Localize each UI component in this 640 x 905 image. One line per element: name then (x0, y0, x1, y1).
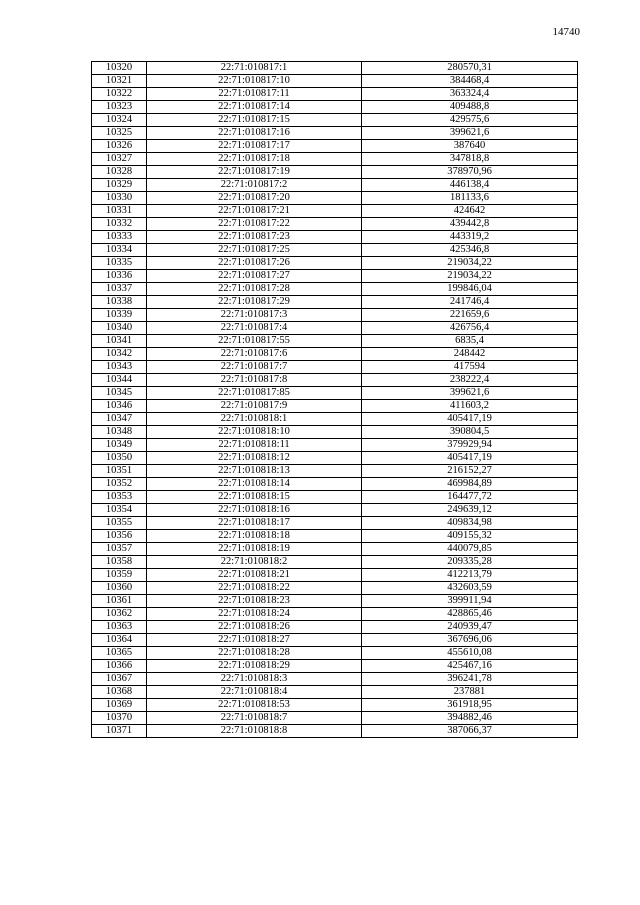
table-row (92, 101, 578, 114)
page-number: 14740 (552, 26, 580, 38)
table-row (92, 361, 578, 374)
row-number-cell: 10321 (92, 75, 147, 88)
table-row (92, 582, 578, 595)
row-number-cell: 10327 (92, 153, 147, 166)
table-row (92, 309, 578, 322)
table-row (92, 322, 578, 335)
table-row (92, 413, 578, 426)
cadastral-value-cell: 361918,95 (362, 699, 578, 712)
table-row (92, 517, 578, 530)
cadastral-number-cell: 22:71:010817:28 (147, 283, 362, 296)
cadastral-value-cell: 249639,12 (362, 504, 578, 517)
table-row (92, 153, 578, 166)
cadastral-number-cell: 22:71:010817:20 (147, 192, 362, 205)
table-row (92, 491, 578, 504)
table-row (92, 88, 578, 101)
table-row (92, 647, 578, 660)
table-row (92, 634, 578, 647)
row-number-cell: 10336 (92, 270, 147, 283)
cadastral-value-cell: 440079,85 (362, 543, 578, 556)
cadastral-number-cell: 22:71:010817:15 (147, 114, 362, 127)
table-row (92, 244, 578, 257)
table-row (92, 686, 578, 699)
row-number-cell: 10363 (92, 621, 147, 634)
table-row (92, 400, 578, 413)
row-number-cell: 10360 (92, 582, 147, 595)
row-number-cell: 10322 (92, 88, 147, 101)
cadastral-number-cell: 22:71:010817:8 (147, 374, 362, 387)
row-number-cell: 10335 (92, 257, 147, 270)
table-row (92, 556, 578, 569)
cadastral-number-cell: 22:71:010818:7 (147, 712, 362, 725)
table-row (92, 595, 578, 608)
cadastral-value-cell: 219034,22 (362, 270, 578, 283)
row-number-cell: 10333 (92, 231, 147, 244)
cadastral-value-cell: 439442,8 (362, 218, 578, 231)
cadastral-number-cell: 22:71:010818:53 (147, 699, 362, 712)
cadastral-number-cell: 22:71:010818:18 (147, 530, 362, 543)
row-number-cell: 10341 (92, 335, 147, 348)
cadastral-number-cell: 22:71:010818:21 (147, 569, 362, 582)
cadastral-value-cell: 248442 (362, 348, 578, 361)
row-number-cell: 10353 (92, 491, 147, 504)
row-number-cell: 10342 (92, 348, 147, 361)
row-number-cell: 10351 (92, 465, 147, 478)
cadastral-value-cell: 417594 (362, 361, 578, 374)
cadastral-number-cell: 22:71:010817:25 (147, 244, 362, 257)
row-number-cell: 10320 (92, 62, 147, 75)
cadastral-number-cell: 22:71:010818:15 (147, 491, 362, 504)
cadastral-number-cell: 22:71:010818:22 (147, 582, 362, 595)
table-row (92, 374, 578, 387)
table-row (92, 608, 578, 621)
cadastral-number-cell: 22:71:010818:10 (147, 426, 362, 439)
row-number-cell: 10346 (92, 400, 147, 413)
cadastral-value-cell: 399911,94 (362, 595, 578, 608)
cadastral-value-cell: 394882,46 (362, 712, 578, 725)
cadastral-value-cell: 280570,31 (362, 62, 578, 75)
row-number-cell: 10329 (92, 179, 147, 192)
table-row (92, 205, 578, 218)
cadastral-number-cell: 22:71:010818:11 (147, 439, 362, 452)
cadastral-value-cell: 455610,08 (362, 647, 578, 660)
table-row (92, 114, 578, 127)
row-number-cell: 10352 (92, 478, 147, 491)
cadastral-value-cell: 6835,4 (362, 335, 578, 348)
row-number-cell: 10334 (92, 244, 147, 257)
row-number-cell: 10371 (92, 725, 147, 738)
cadastral-value-cell: 399621,6 (362, 387, 578, 400)
table-row (92, 725, 578, 738)
cadastral-value-cell: 425467,16 (362, 660, 578, 673)
row-number-cell: 10337 (92, 283, 147, 296)
row-number-cell: 10365 (92, 647, 147, 660)
table-row (92, 569, 578, 582)
cadastral-number-cell: 22:71:010817:23 (147, 231, 362, 244)
cadastral-number-cell: 22:71:010817:4 (147, 322, 362, 335)
cadastral-value-cell: 387066,37 (362, 725, 578, 738)
cadastral-number-cell: 22:71:010817:1 (147, 62, 362, 75)
table-row (92, 270, 578, 283)
table-row (92, 530, 578, 543)
cadastral-value-cell: 181133,6 (362, 192, 578, 205)
cadastral-value-cell: 429575,6 (362, 114, 578, 127)
cadastral-number-cell: 22:71:010818:24 (147, 608, 362, 621)
row-number-cell: 10323 (92, 101, 147, 114)
cadastral-number-cell: 22:71:010818:26 (147, 621, 362, 634)
row-number-cell: 10361 (92, 595, 147, 608)
row-number-cell: 10324 (92, 114, 147, 127)
cadastral-value-cell: 378970,96 (362, 166, 578, 179)
row-number-cell: 10368 (92, 686, 147, 699)
cadastral-number-cell: 22:71:010817:55 (147, 335, 362, 348)
cadastral-value-cell: 347818,8 (362, 153, 578, 166)
cadastral-number-cell: 22:71:010817:27 (147, 270, 362, 283)
row-number-cell: 10325 (92, 127, 147, 140)
row-number-cell: 10367 (92, 673, 147, 686)
cadastral-number-cell: 22:71:010818:3 (147, 673, 362, 686)
cadastral-value-cell: 424642 (362, 205, 578, 218)
table-row (92, 439, 578, 452)
table-row (92, 478, 578, 491)
row-number-cell: 10362 (92, 608, 147, 621)
table-body (92, 62, 578, 738)
cadastral-number-cell: 22:71:010817:14 (147, 101, 362, 114)
row-number-cell: 10340 (92, 322, 147, 335)
cadastral-value-cell: 367696,06 (362, 634, 578, 647)
cadastral-number-cell: 22:71:010817:2 (147, 179, 362, 192)
cadastral-value-cell: 164477,72 (362, 491, 578, 504)
cadastral-value-cell: 221659,6 (362, 309, 578, 322)
table-row (92, 179, 578, 192)
cadastral-number-cell: 22:71:010817:19 (147, 166, 362, 179)
row-number-cell: 10330 (92, 192, 147, 205)
cadastral-value-cell: 469984,89 (362, 478, 578, 491)
row-number-cell: 10332 (92, 218, 147, 231)
cadastral-number-cell: 22:71:010818:16 (147, 504, 362, 517)
row-number-cell: 10338 (92, 296, 147, 309)
cadastral-number-cell: 22:71:010818:4 (147, 686, 362, 699)
cadastral-value-cell: 405417,19 (362, 452, 578, 465)
table-row (92, 283, 578, 296)
cadastral-number-cell: 22:71:010817:7 (147, 361, 362, 374)
row-number-cell: 10370 (92, 712, 147, 725)
cadastral-value-cell: 409488,8 (362, 101, 578, 114)
table-row (92, 166, 578, 179)
cadastral-number-cell: 22:71:010818:29 (147, 660, 362, 673)
row-number-cell: 10359 (92, 569, 147, 582)
row-number-cell: 10326 (92, 140, 147, 153)
cadastral-number-cell: 22:71:010818:14 (147, 478, 362, 491)
cadastral-number-cell: 22:71:010817:21 (147, 205, 362, 218)
table-row (92, 127, 578, 140)
table-row (92, 140, 578, 153)
cadastral-number-cell: 22:71:010818:19 (147, 543, 362, 556)
row-number-cell: 10331 (92, 205, 147, 218)
cadastral-value-cell: 240939,47 (362, 621, 578, 634)
table-row (92, 452, 578, 465)
table-row (92, 673, 578, 686)
cadastral-number-cell: 22:71:010818:1 (147, 413, 362, 426)
table-row (92, 75, 578, 88)
cadastral-number-cell: 22:71:010817:17 (147, 140, 362, 153)
cadastral-number-cell: 22:71:010817:9 (147, 400, 362, 413)
table-row (92, 62, 578, 75)
cadastral-number-cell: 22:71:010817:16 (147, 127, 362, 140)
cadastral-number-cell: 22:71:010818:28 (147, 647, 362, 660)
cadastral-number-cell: 22:71:010818:17 (147, 517, 362, 530)
cadastral-number-cell: 22:71:010817:85 (147, 387, 362, 400)
cadastral-number-cell: 22:71:010817:6 (147, 348, 362, 361)
row-number-cell: 10347 (92, 413, 147, 426)
table-row (92, 348, 578, 361)
cadastral-number-cell: 22:71:010817:26 (147, 257, 362, 270)
row-number-cell: 10345 (92, 387, 147, 400)
cadastral-number-cell: 22:71:010817:11 (147, 88, 362, 101)
cadastral-value-cell: 237881 (362, 686, 578, 699)
cadastral-value-cell: 396241,78 (362, 673, 578, 686)
row-number-cell: 10357 (92, 543, 147, 556)
table-row (92, 296, 578, 309)
cadastral-number-cell: 22:71:010818:12 (147, 452, 362, 465)
cadastral-number-cell: 22:71:010817:18 (147, 153, 362, 166)
cadastral-number-cell: 22:71:010818:23 (147, 595, 362, 608)
table-row (92, 335, 578, 348)
cadastral-value-cell: 432603,59 (362, 582, 578, 595)
cadastral-value-cell: 405417,19 (362, 413, 578, 426)
table-row (92, 257, 578, 270)
row-number-cell: 10350 (92, 452, 147, 465)
row-number-cell: 10366 (92, 660, 147, 673)
cadastral-value-cell: 409155,32 (362, 530, 578, 543)
table-row (92, 699, 578, 712)
cadastral-value-cell: 363324,4 (362, 88, 578, 101)
cadastral-number-cell: 22:71:010817:22 (147, 218, 362, 231)
cadastral-value-cell: 412213,79 (362, 569, 578, 582)
row-number-cell: 10356 (92, 530, 147, 543)
table-row (92, 621, 578, 634)
table-row (92, 387, 578, 400)
row-number-cell: 10343 (92, 361, 147, 374)
row-number-cell: 10344 (92, 374, 147, 387)
row-number-cell: 10369 (92, 699, 147, 712)
table-row (92, 712, 578, 725)
cadastral-value-cell: 411603,2 (362, 400, 578, 413)
table-row (92, 465, 578, 478)
cadastral-value-cell: 426756,4 (362, 322, 578, 335)
cadastral-value-cell: 390804,5 (362, 426, 578, 439)
cadastral-value-cell: 425346,8 (362, 244, 578, 257)
table-row (92, 660, 578, 673)
cadastral-value-cell: 241746,4 (362, 296, 578, 309)
table-row (92, 231, 578, 244)
row-number-cell: 10349 (92, 439, 147, 452)
cadastral-number-cell: 22:71:010818:8 (147, 725, 362, 738)
cadastral-value-cell: 387640 (362, 140, 578, 153)
cadastral-value-table (91, 61, 578, 738)
cadastral-number-cell: 22:71:010818:2 (147, 556, 362, 569)
row-number-cell: 10355 (92, 517, 147, 530)
cadastral-value-cell: 428865,46 (362, 608, 578, 621)
cadastral-number-cell: 22:71:010818:13 (147, 465, 362, 478)
cadastral-value-cell: 379929,94 (362, 439, 578, 452)
cadastral-value-cell: 446138,4 (362, 179, 578, 192)
row-number-cell: 10358 (92, 556, 147, 569)
cadastral-number-cell: 22:71:010817:3 (147, 309, 362, 322)
table-row (92, 543, 578, 556)
row-number-cell: 10328 (92, 166, 147, 179)
row-number-cell: 10354 (92, 504, 147, 517)
row-number-cell: 10348 (92, 426, 147, 439)
cadastral-value-cell: 199846,04 (362, 283, 578, 296)
table-row (92, 192, 578, 205)
row-number-cell: 10339 (92, 309, 147, 322)
cadastral-value-cell: 409834,98 (362, 517, 578, 530)
cadastral-value-cell: 384468,4 (362, 75, 578, 88)
cadastral-value-cell: 216152,27 (362, 465, 578, 478)
table-row (92, 218, 578, 231)
cadastral-number-cell: 22:71:010817:29 (147, 296, 362, 309)
cadastral-value-cell: 209335,28 (362, 556, 578, 569)
cadastral-value-cell: 238222,4 (362, 374, 578, 387)
cadastral-number-cell: 22:71:010818:27 (147, 634, 362, 647)
table-row (92, 426, 578, 439)
cadastral-value-cell: 443319,2 (362, 231, 578, 244)
cadastral-value-cell: 399621,6 (362, 127, 578, 140)
cadastral-value-cell: 219034,22 (362, 257, 578, 270)
cadastral-number-cell: 22:71:010817:10 (147, 75, 362, 88)
table-row (92, 504, 578, 517)
row-number-cell: 10364 (92, 634, 147, 647)
